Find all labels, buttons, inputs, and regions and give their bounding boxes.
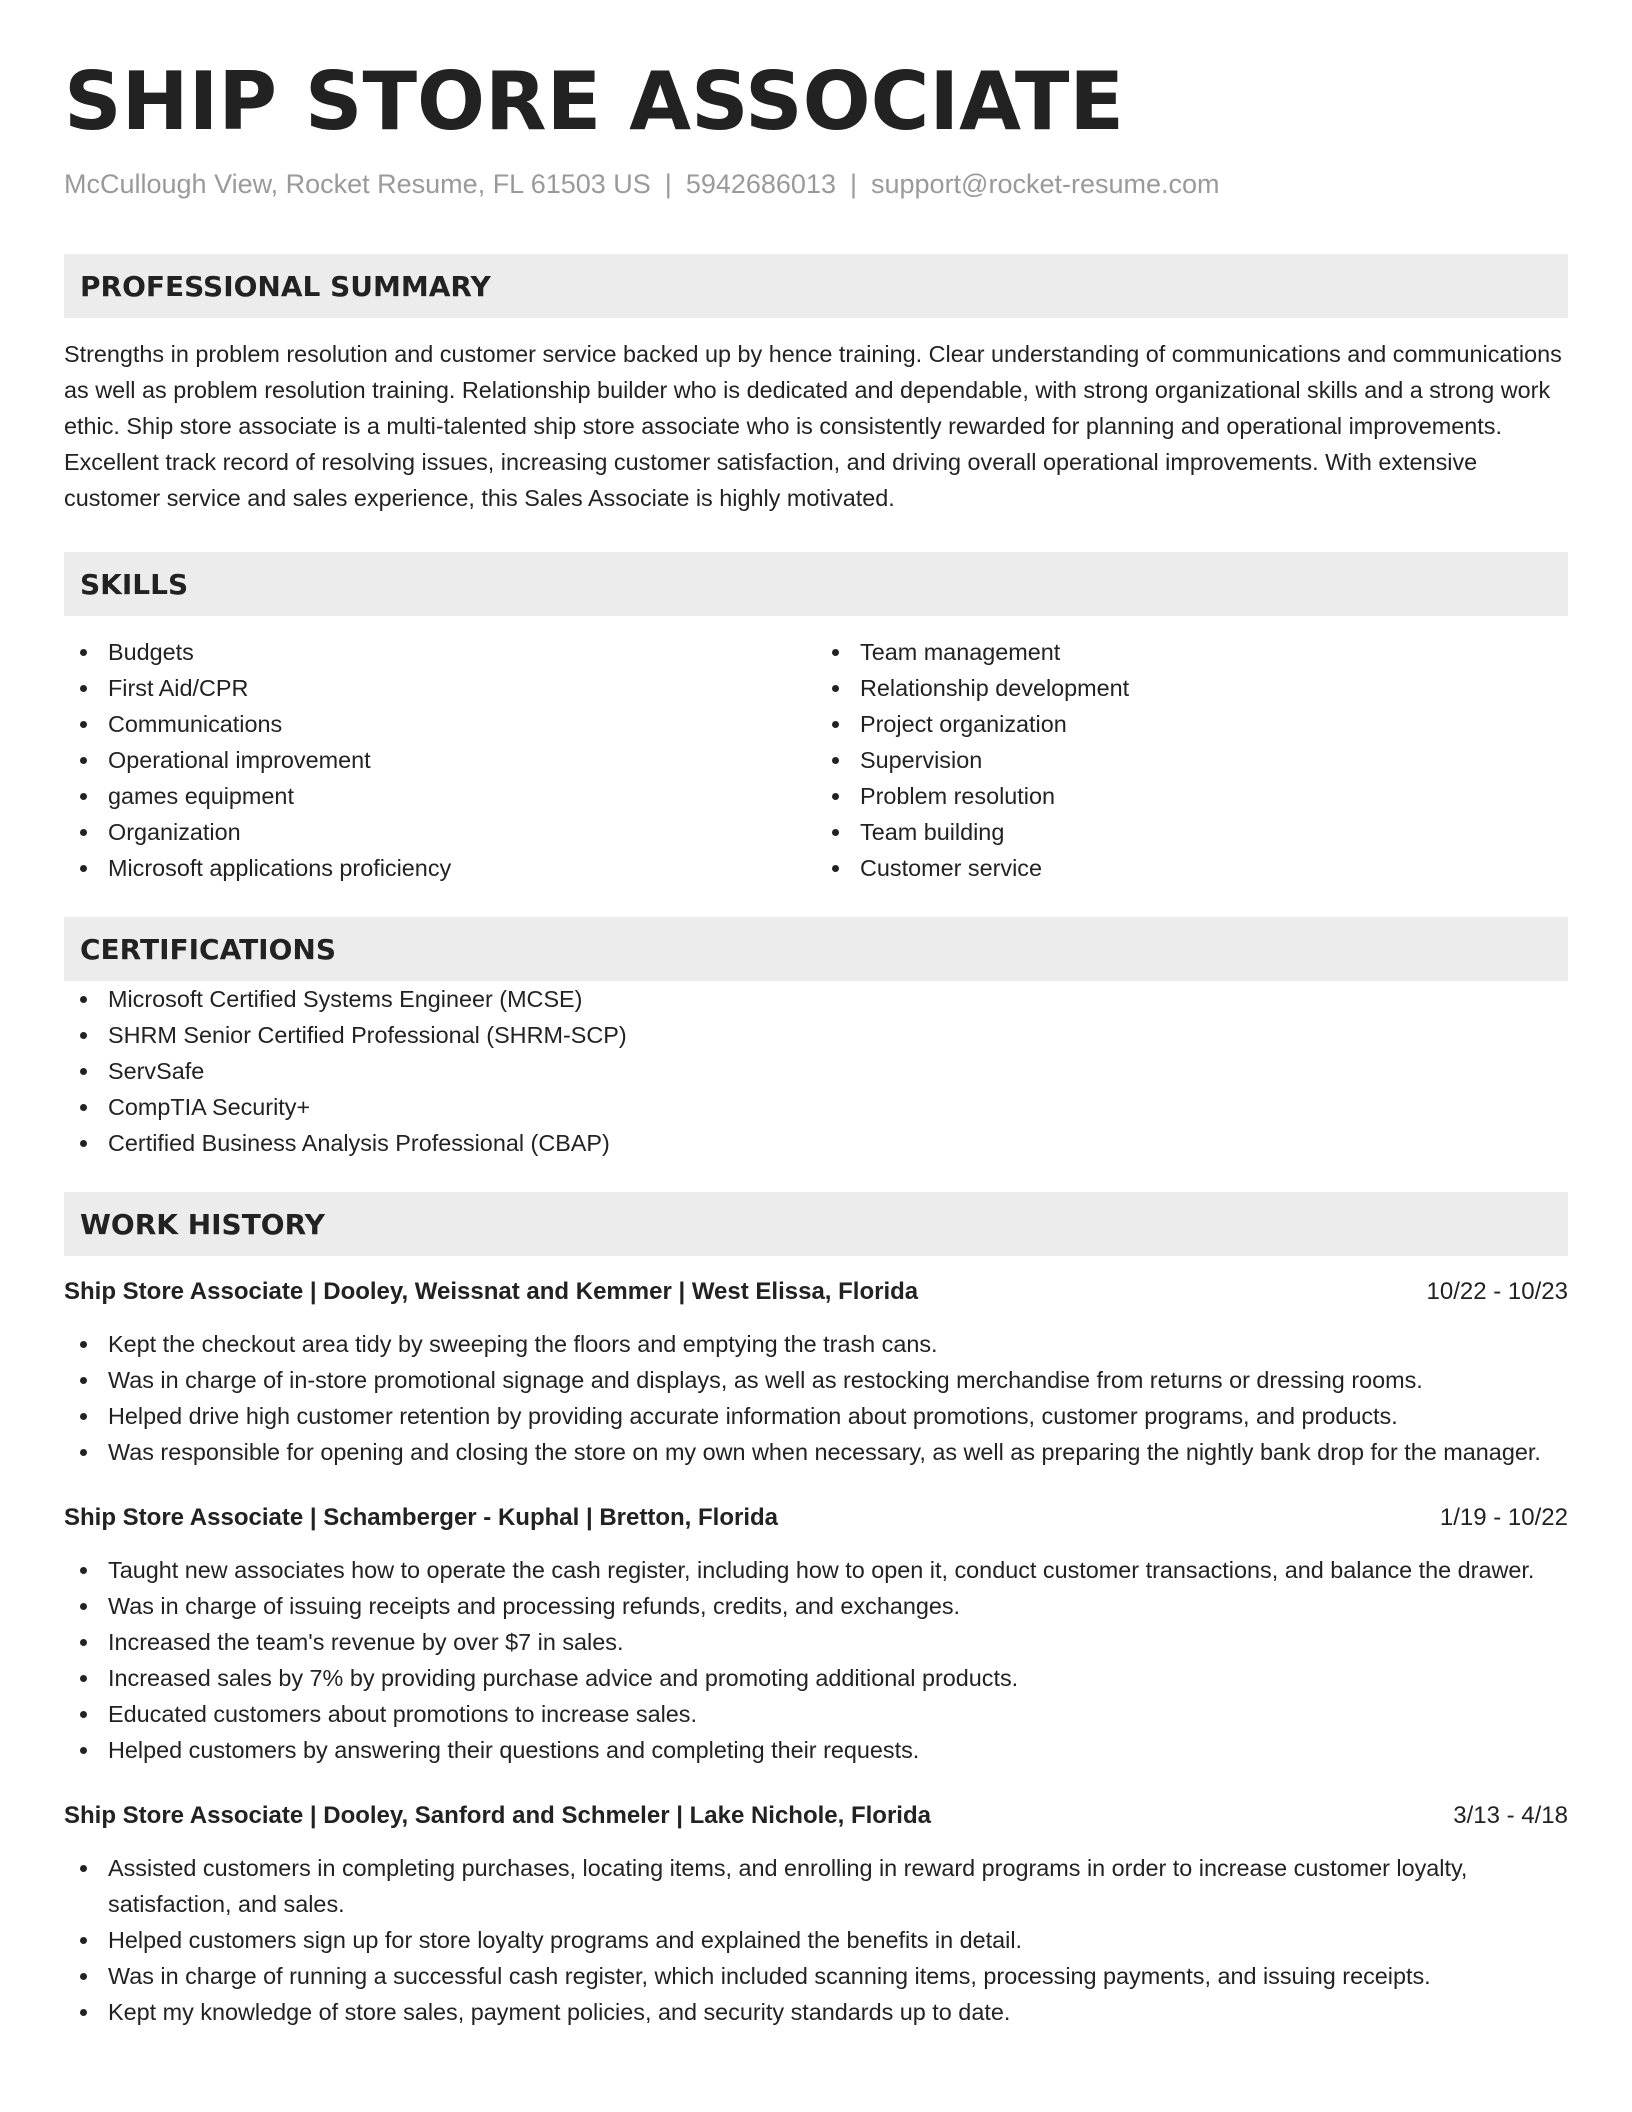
- job-bullet: Kept my knowledge of store sales, payment policies, and security standards up to date.: [64, 1994, 1568, 2030]
- certification-item: CompTIA Security+: [64, 1089, 1568, 1125]
- job-dates: 3/13 - 4/18: [1453, 1802, 1568, 1829]
- job-dates: 10/22 - 10/23: [1426, 1278, 1568, 1305]
- skills-section: [64, 552, 1568, 886]
- skills-heading: SKILLS: [64, 552, 1568, 616]
- job-title: Ship Store Associate | Dooley, Sanford and Schmeler | Lake Nichole, Florida: [64, 1802, 931, 1829]
- skill-item: games equipment: [64, 778, 816, 814]
- job-bullet: Educated customers about promotions to increase sales.: [64, 1696, 1568, 1732]
- job-bullet: Helped customers by answering their questions and completing their requests.: [64, 1732, 1568, 1768]
- skill-item: Organization: [64, 814, 816, 850]
- skill-item: Microsoft applications proficiency: [64, 850, 816, 886]
- job-bullet: Was in charge of issuing receipts and processing refunds, credits, and exchanges.: [64, 1588, 1568, 1624]
- skill-item: Supervision: [816, 742, 1568, 778]
- job-title: Ship Store Associate | Dooley, Weissnat and Kemmer | West Elissa, Florida: [64, 1278, 919, 1305]
- certification-item: ServSafe: [64, 1053, 1568, 1089]
- resume-name: SHIP STORE ASSOCIATE: [64, 55, 1125, 148]
- skill-item: Team building: [816, 814, 1568, 850]
- resume-page: [64, 52, 1568, 2030]
- contact-email: support@rocket-resume.com: [871, 169, 1220, 199]
- job-bullets: [64, 1326, 1568, 1470]
- skills-columns: [64, 634, 1568, 886]
- job-entry: [64, 1274, 1568, 1470]
- certifications-section: [64, 917, 1568, 1161]
- skill-item: Team management: [816, 634, 1568, 670]
- job-bullet: Kept the checkout area tidy by sweeping the floors and emptying the trash cans.: [64, 1326, 1568, 1362]
- skill-item: Problem resolution: [816, 778, 1568, 814]
- contact-line: [64, 166, 1568, 202]
- job-bullet: Increased the team's revenue by over $7 in sales.: [64, 1624, 1568, 1660]
- contact-address: McCullough View, Rocket Resume, FL 61503 US: [64, 169, 651, 199]
- job-title: Ship Store Associate | Schamberger - Kuphal | Bretton, Florida: [64, 1504, 778, 1531]
- job-bullets: [64, 1552, 1568, 1768]
- job-bullet: Increased sales by 7% by providing purchase advice and promoting additional products.: [64, 1660, 1568, 1696]
- skill-item: Budgets: [64, 634, 816, 670]
- job-bullet: Taught new associates how to operate the cash register, including how to open it, conduct customer transactions, and balance the drawer.: [64, 1552, 1568, 1588]
- certification-item: Microsoft Certified Systems Engineer (MCSE): [64, 981, 1568, 1017]
- contact-separator: |: [664, 169, 672, 199]
- summary-section: [64, 254, 1568, 516]
- skill-item: Operational improvement: [64, 742, 816, 778]
- certifications-heading: CERTIFICATIONS: [64, 917, 1568, 981]
- contact-separator: |: [849, 169, 857, 199]
- work-history-section: [64, 1192, 1568, 2030]
- job-header: [64, 1500, 1568, 1536]
- job-entry: [64, 1500, 1568, 1768]
- skill-item: Customer service: [816, 850, 1568, 886]
- job-header: [64, 1798, 1568, 1834]
- summary-text: Strengths in problem resolution and customer service backed up by hence training. Clear understanding of communications and communications as well as problem resolution training. Relationship builder who is dedicated and dependable, with strong organizational skills and a strong work ethic. Ship store associate is a multi-talented ship store associate who is consistently rewarded for planning and operational improvements. Excellent track record of resolving issues, increasing customer satisfaction, and driving overall operational improvements. With extensive customer service and sales experience, this Sales Associate is highly motivated.: [64, 341, 1562, 511]
- summary-heading: PROFESSIONAL SUMMARY: [64, 254, 1568, 318]
- job-header: [64, 1274, 1568, 1310]
- job-bullet: Helped customers sign up for store loyalty programs and explained the benefits in detail.: [64, 1922, 1568, 1958]
- skills-list-right: [816, 634, 1568, 886]
- certification-item: SHRM Senior Certified Professional (SHRM-SCP): [64, 1017, 1568, 1053]
- certification-item: Certified Business Analysis Professional (CBAP): [64, 1125, 1568, 1161]
- job-bullet: Was in charge of running a successful cash register, which included scanning items, processing payments, and issuing receipts.: [64, 1958, 1568, 1994]
- contact-phone: 5942686013: [685, 169, 836, 199]
- skill-item: First Aid/CPR: [64, 670, 816, 706]
- job-bullets: [64, 1850, 1568, 2030]
- skill-item: Relationship development: [816, 670, 1568, 706]
- work-history-heading: WORK HISTORY: [64, 1192, 1568, 1256]
- certifications-list: [64, 981, 1568, 1161]
- skill-item: Communications: [64, 706, 816, 742]
- job-bullet: Was responsible for opening and closing the store on my own when necessary, as well as preparing the nightly bank drop for the manager.: [64, 1434, 1568, 1470]
- job-entry: [64, 1798, 1568, 2030]
- job-bullet: Assisted customers in completing purchases, locating items, and enrolling in reward programs in order to increase customer loyalty, satisfaction, and sales.: [64, 1850, 1568, 1922]
- job-bullet: Helped drive high customer retention by providing accurate information about promotions, customer programs, and products.: [64, 1398, 1568, 1434]
- job-bullet: Was in charge of in-store promotional signage and displays, as well as restocking merchandise from returns or dressing rooms.: [64, 1362, 1568, 1398]
- skill-item: Project organization: [816, 706, 1568, 742]
- job-dates: 1/19 - 10/22: [1439, 1504, 1568, 1531]
- skills-list-left: [64, 634, 816, 886]
